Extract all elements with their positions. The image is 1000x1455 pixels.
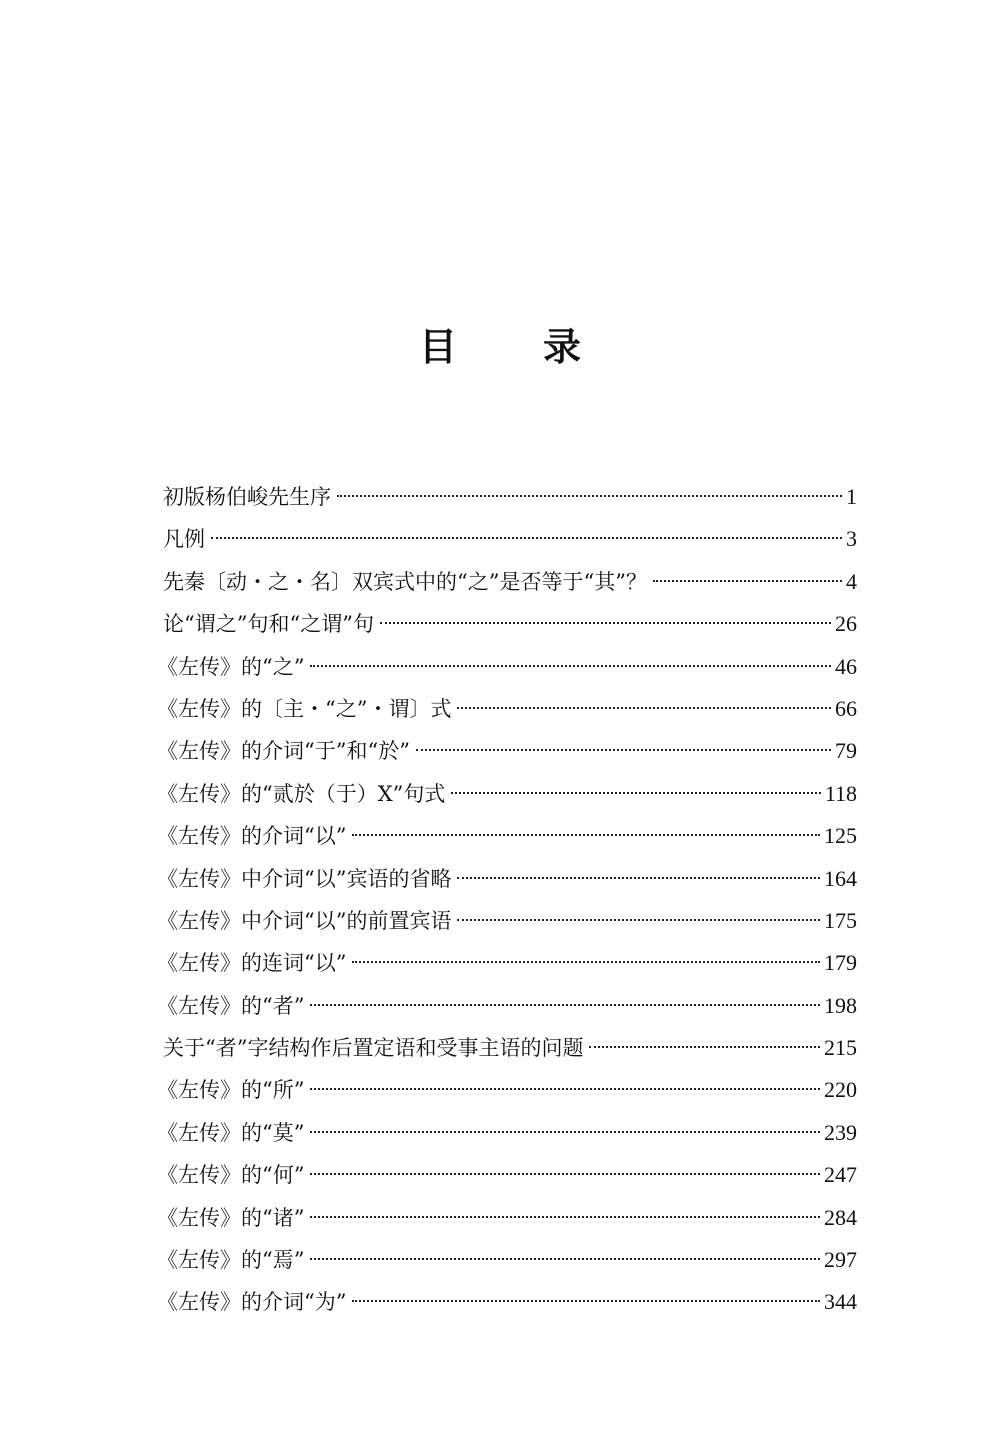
toc-entry-page: 284: [824, 1204, 857, 1230]
toc-entry-title: 《左传》中介词“以”的前置宾语: [157, 908, 452, 933]
title-char-2: 录: [542, 325, 581, 369]
toc-entry-title: 《左传》的“之”: [157, 654, 305, 679]
dot-leader: [416, 749, 831, 751]
toc-entry-page: 198: [824, 992, 857, 1018]
toc-entry[interactable]: [157, 476, 857, 518]
toc-entry-title: 《左传》的“何”: [157, 1163, 305, 1188]
toc-entry-page: 79: [835, 738, 857, 764]
toc-entry-title: 关于“者”字结构作后置定语和受事主语的问题: [163, 1036, 584, 1061]
toc-entry-page: 247: [824, 1162, 857, 1188]
toc-entry-page: 3: [846, 526, 857, 552]
toc-entry-page: 297: [824, 1247, 857, 1273]
dot-leader: [310, 1131, 820, 1133]
dot-leader: [337, 495, 842, 497]
dot-leader: [310, 1088, 820, 1090]
toc-entry[interactable]: [157, 942, 857, 984]
dot-leader: [352, 961, 820, 963]
toc-entry-title: 《左传》的“贰於（于）X”句式: [157, 781, 446, 806]
toc-entry-page: 344: [824, 1289, 857, 1315]
toc-entry-title: 初版杨伯峻先生序: [163, 485, 331, 509]
toc-entry-title: 《左传》中介词“以”宾语的省略: [157, 866, 452, 891]
dot-leader: [380, 622, 831, 624]
toc-entry-page: 179: [824, 950, 857, 976]
toc-entry-title: 《左传》的“焉”: [157, 1248, 305, 1273]
toc-entry-page: 4: [846, 568, 857, 594]
toc-entry[interactable]: [157, 1027, 857, 1069]
page-title: [0, 322, 1000, 372]
toc-entry-title: 《左传》的“诸”: [157, 1205, 305, 1230]
toc-entry[interactable]: [157, 603, 857, 645]
toc-entry-page: 46: [835, 653, 857, 679]
toc-entry-page: 215: [824, 1035, 857, 1061]
toc-entry-title: 《左传》的介词“为”: [157, 1290, 347, 1315]
toc-entry[interactable]: [157, 561, 857, 603]
toc-entry[interactable]: [157, 1112, 857, 1154]
toc-entry[interactable]: [157, 858, 857, 900]
toc-entry-page: 118: [824, 780, 857, 806]
toc-entry-page: 66: [835, 695, 857, 721]
toc-entry[interactable]: [157, 1197, 857, 1239]
toc-entry[interactable]: [157, 646, 857, 688]
toc-entry-title: 论“谓之”句和“之谓”句: [163, 612, 374, 637]
dot-leader: [310, 665, 831, 667]
toc-entry-page: 1: [846, 484, 857, 509]
toc-entry[interactable]: [157, 518, 857, 560]
dot-leader: [451, 792, 820, 794]
toc-entry[interactable]: [157, 815, 857, 857]
toc-entry-title: 《左传》的“者”: [157, 993, 305, 1018]
toc-entry-title: 《左传》的“所”: [157, 1078, 305, 1103]
toc-entry[interactable]: [157, 900, 857, 942]
toc-entry[interactable]: [157, 1069, 857, 1111]
table-of-contents: [157, 476, 857, 1324]
dot-leader: [310, 1216, 820, 1218]
toc-entry-page: 239: [824, 1119, 857, 1145]
toc-entry-page: 26: [835, 611, 857, 637]
toc-entry[interactable]: [157, 985, 857, 1027]
toc-entry[interactable]: [157, 730, 857, 772]
toc-entry-page: 220: [824, 1077, 857, 1103]
toc-entry[interactable]: [157, 688, 857, 730]
dot-leader: [653, 580, 842, 582]
dot-leader: [457, 707, 831, 709]
toc-entry-page: 164: [824, 865, 857, 891]
toc-entry[interactable]: [157, 1281, 857, 1323]
toc-entry-title: 《左传》的介词“以”: [157, 824, 347, 849]
title-char-1: 目: [418, 325, 457, 369]
dot-leader: [457, 919, 820, 921]
toc-entry-page: 175: [824, 907, 857, 933]
toc-entry-title: 凡例: [163, 527, 205, 552]
dot-leader: [352, 1300, 820, 1302]
toc-entry-title: 先秦〔动・之・名〕双宾式中的“之”是否等于“其”？: [163, 569, 647, 594]
dot-leader: [589, 1046, 820, 1048]
toc-entry[interactable]: [157, 1154, 857, 1196]
toc-entry-page: 125: [824, 823, 857, 849]
toc-entry-title: 《左传》的〔主・“之”・谓〕式: [157, 696, 452, 721]
toc-entry-title: 《左传》的“莫”: [157, 1120, 305, 1145]
toc-entry-title: 《左传》的连词“以”: [157, 951, 347, 976]
dot-leader: [310, 1004, 820, 1006]
dot-leader: [211, 537, 842, 539]
dot-leader: [352, 834, 820, 836]
dot-leader: [457, 877, 820, 879]
dot-leader: [310, 1173, 820, 1175]
toc-entry[interactable]: [157, 773, 857, 815]
toc-entry-title: 《左传》的介词“于”和“於”: [157, 739, 410, 764]
dot-leader: [310, 1258, 820, 1260]
toc-entry[interactable]: [157, 1239, 857, 1281]
